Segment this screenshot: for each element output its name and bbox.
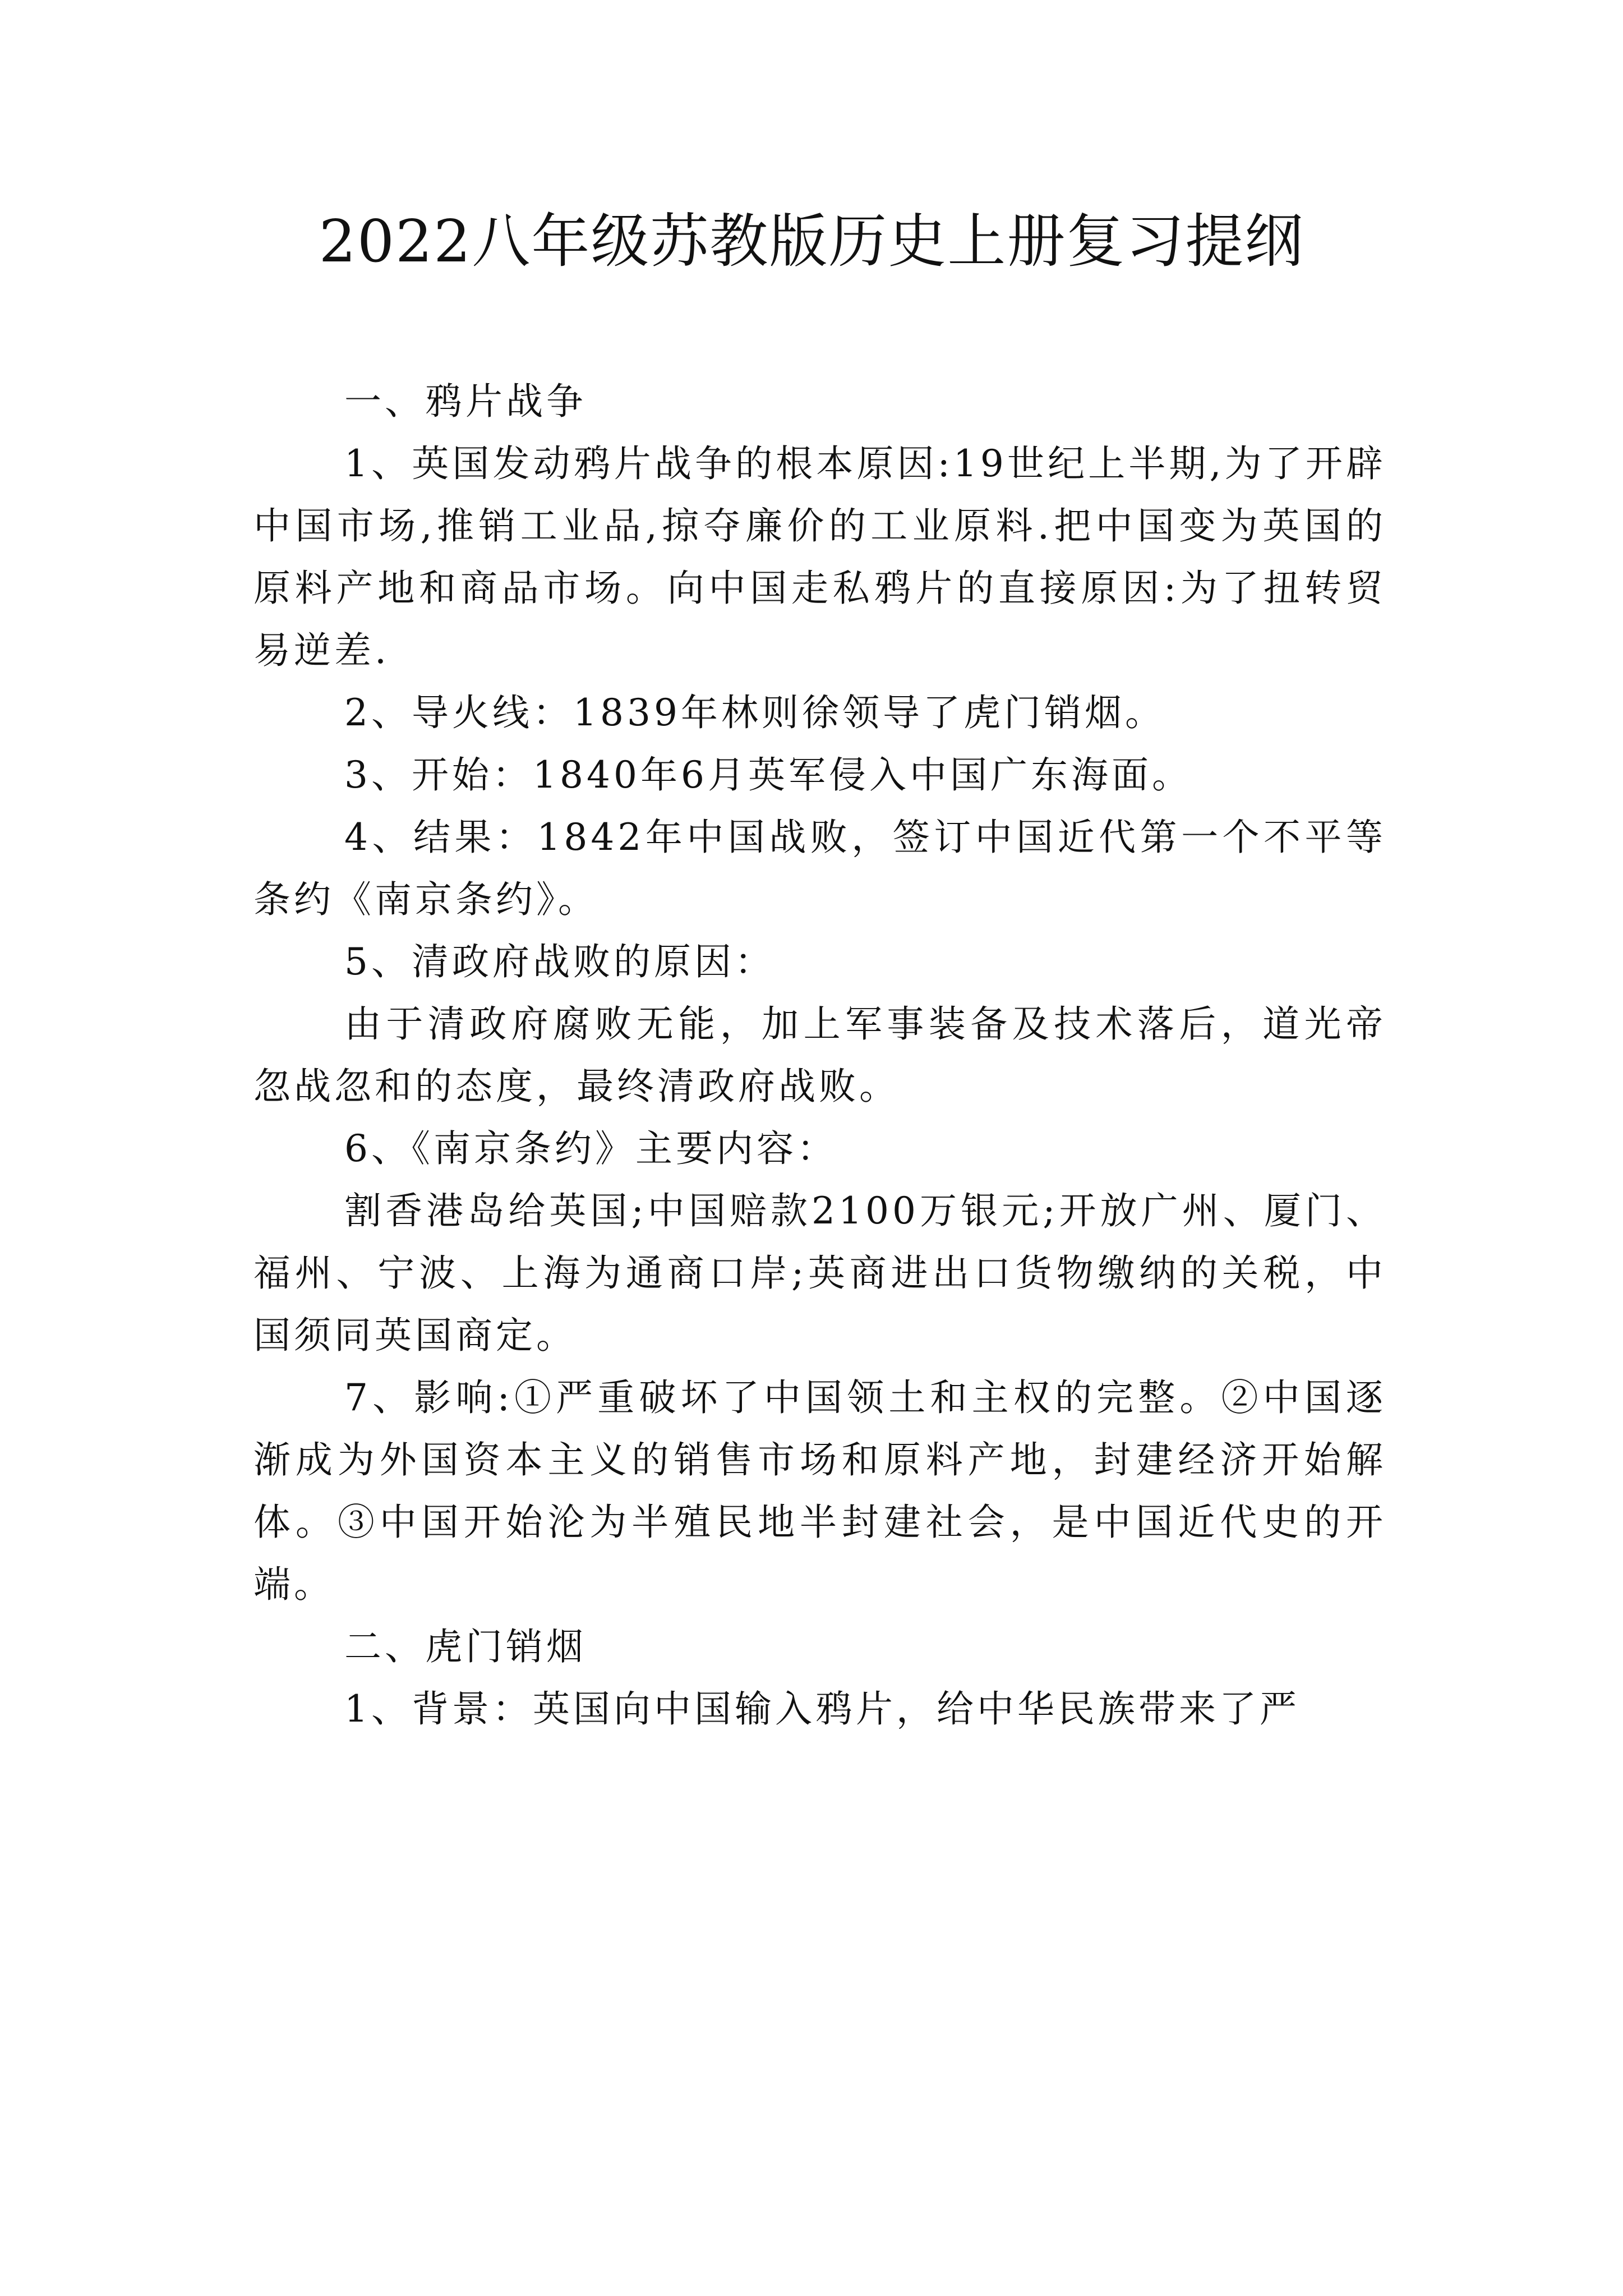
paragraph: 6、《南京条约》主要内容： [344, 1127, 837, 1170]
paragraph: 2、导火线：1839年林则徐领导了虎门销烟。 [344, 691, 1165, 734]
paragraph: 由于清政府腐败无能，加上军事装备及技术落后，道光帝忽战忽和的态度，最终清政府战败。 [253, 1002, 1386, 1108]
paragraph: 3、开始：1840年6月英军侵入中国广东海面。 [344, 753, 1192, 797]
document-title: 2022八年级苏教版历史上册复习提纲 [319, 207, 1304, 275]
section-heading: 一、鸦片战争 [344, 380, 587, 423]
document-body [253, 370, 1386, 1740]
paragraph: 割香港岛给英国;中国赔款2100万银元;开放广州、厦门、福州、宁波、上海为通商口岸;英商进出口货物缴纳的关税，中国须同英国商定。 [253, 1189, 1386, 1357]
paragraph: 4、结果：1842年中国战败，签订中国近代第一个不平等条约《南京条约》。 [253, 816, 1386, 921]
section-heading: 二、虎门销烟 [344, 1625, 587, 1668]
paragraph: 1、英国发动鸦片战争的根本原因:19世纪上半期,为了开辟中国市场,推销工业品,掠夺廉价的工业原料.把中国变为英国的原料产地和商品市场。向中国走私鸦片的直接原因:为了扭转贸易逆差. [253, 442, 1386, 672]
paragraph: 1、背景：英国向中国输入鸦片，给中华民族带来了严 [344, 1687, 1300, 1731]
paragraph: 7、影响:①严重破坏了中国领土和主权的完整。②中国逐渐成为外国资本主义的销售市场和原料产地，封建经济开始解体。③中国开始沦为半殖民地半封建社会，是中国近代史的开端。 [253, 1376, 1386, 1606]
paragraph: 5、清政府战败的原因： [344, 940, 775, 983]
